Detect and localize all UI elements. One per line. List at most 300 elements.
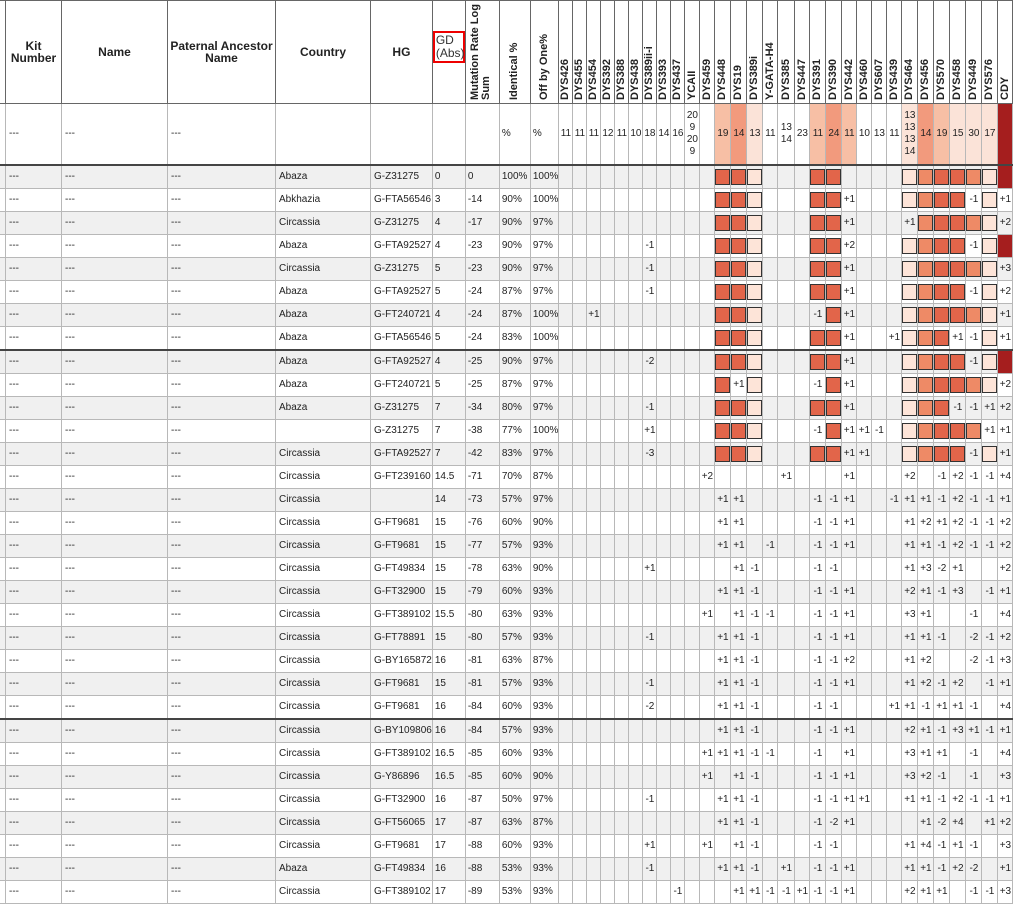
marker-diff-cell — [587, 235, 601, 258]
marker-diff-cell — [857, 881, 872, 904]
table-row[interactable] — [0, 673, 1013, 696]
marker-diff-cell — [629, 235, 643, 258]
table-row[interactable] — [0, 443, 1013, 466]
marker-diff-cell: +1 — [731, 835, 747, 858]
marker-diff-cell — [601, 350, 615, 374]
marker-diff-cell — [887, 558, 902, 581]
marker-diff-cell: +1 — [715, 743, 731, 766]
marker-diff-cell: -1 — [966, 489, 982, 512]
marker-diff-cell — [559, 489, 573, 512]
table-row[interactable] — [0, 812, 1013, 835]
mutation-cell: -73 — [465, 489, 499, 512]
marker-diff-cell — [671, 212, 685, 235]
country-cell: Circassia — [276, 812, 371, 835]
marker-diff-cell: +1 — [934, 743, 950, 766]
marker-header-dys391[interactable] — [810, 1, 826, 104]
country-cell: Abaza — [276, 858, 371, 881]
marker-header-dys442[interactable] — [842, 1, 857, 104]
name-cell: --- — [62, 696, 168, 720]
marker-diff-cell — [778, 512, 795, 535]
table-row[interactable] — [0, 165, 1013, 189]
marker-diff-cell — [872, 374, 887, 397]
marker-diff-cell — [629, 489, 643, 512]
identical-cell: 63% — [499, 604, 530, 627]
marker-diff-cell — [747, 165, 763, 189]
name-cell: --- — [62, 327, 168, 351]
marker-diff-cell: -1 — [747, 719, 763, 743]
marker-diff-cell — [700, 443, 715, 466]
marker-diff-cell: +1 — [902, 212, 918, 235]
marker-diff-cell: +2 — [918, 512, 934, 535]
hg-header[interactable]: HG — [371, 1, 433, 104]
marker-diff-cell: +1 — [715, 719, 731, 743]
identical-cell: 57% — [499, 673, 530, 696]
marker-diff-cell: +1 — [902, 858, 918, 881]
table-row[interactable] — [0, 789, 1013, 812]
heat-square — [902, 192, 917, 208]
hg-cell: G-FT78891 — [371, 627, 433, 650]
marker-header-dys455[interactable] — [573, 1, 587, 104]
mutation-cell: -87 — [465, 789, 499, 812]
hg-cell: G-Z31275 — [371, 258, 433, 281]
marker-diff-cell — [810, 258, 826, 281]
offbyone-cell: 93% — [530, 835, 559, 858]
marker-diff-cell: -1 — [887, 489, 902, 512]
marker-diff-cell — [715, 165, 731, 189]
name-header[interactable]: Name — [62, 1, 168, 104]
marker-diff-cell — [795, 581, 810, 604]
country-cell: Abaza — [276, 281, 371, 304]
marker-diff-cell — [601, 189, 615, 212]
marker-diff-cell — [731, 350, 747, 374]
marker-diff-cell — [601, 304, 615, 327]
gd-cell: 17 — [432, 835, 465, 858]
marker-header-dys390[interactable] — [826, 1, 842, 104]
marker-diff-cell — [998, 165, 1013, 189]
marker-header-cdy[interactable] — [998, 1, 1013, 104]
marker-diff-cell — [685, 189, 700, 212]
marker-diff-cell — [795, 397, 810, 420]
marker-header-dys393[interactable] — [657, 1, 671, 104]
marker-diff-cell — [857, 835, 872, 858]
table-row[interactable] — [0, 397, 1013, 420]
marker-diff-cell: -1 — [982, 673, 998, 696]
offbyone-cell: 87% — [530, 650, 559, 673]
marker-diff-cell: +1 — [715, 696, 731, 720]
marker-diff-cell — [763, 304, 778, 327]
mutation-cell: -25 — [465, 374, 499, 397]
marker-header-dys389ii-i[interactable] — [643, 1, 657, 104]
marker-diff-cell: +1 — [842, 489, 857, 512]
mutation-cell: -89 — [465, 881, 499, 904]
identical-cell: 60% — [499, 835, 530, 858]
table-row[interactable] — [0, 604, 1013, 627]
gd-cell: 0 — [432, 165, 465, 189]
marker-diff-cell — [872, 558, 887, 581]
table-row[interactable] — [0, 327, 1013, 351]
marker-diff-cell — [715, 558, 731, 581]
marker-diff-cell — [629, 743, 643, 766]
identical-cell: 63% — [499, 558, 530, 581]
modal-value: 11 — [559, 104, 573, 166]
marker-diff-cell — [857, 581, 872, 604]
marker-diff-cell — [629, 858, 643, 881]
table-row[interactable] — [0, 512, 1013, 535]
kit-cell: --- — [6, 165, 62, 189]
country-cell: Abaza — [276, 374, 371, 397]
marker-diff-cell — [587, 766, 601, 789]
marker-diff-cell — [778, 350, 795, 374]
marker-diff-cell — [643, 489, 657, 512]
name-cell: --- — [62, 858, 168, 881]
marker-header-dys388[interactable] — [615, 1, 629, 104]
marker-header-ycaii[interactable] — [685, 1, 700, 104]
marker-diff-cell — [700, 397, 715, 420]
marker-diff-cell — [629, 581, 643, 604]
marker-diff-cell — [966, 258, 982, 281]
modal-value: 11 — [842, 104, 857, 166]
marker-diff-cell — [657, 281, 671, 304]
identical-cell: 63% — [499, 650, 530, 673]
kit-cell: --- — [6, 673, 62, 696]
table-row[interactable] — [0, 627, 1013, 650]
marker-diff-cell — [747, 420, 763, 443]
marker-diff-cell: +2 — [918, 650, 934, 673]
marker-header-dys437[interactable] — [671, 1, 685, 104]
marker-diff-cell — [872, 812, 887, 835]
name-cell: --- — [62, 165, 168, 189]
marker-diff-cell — [559, 719, 573, 743]
marker-diff-cell — [573, 420, 587, 443]
marker-diff-cell — [887, 466, 902, 489]
table-row[interactable] — [0, 189, 1013, 212]
country-cell: Circassia — [276, 443, 371, 466]
marker-diff-cell — [902, 235, 918, 258]
table-row[interactable] — [0, 719, 1013, 743]
marker-diff-cell — [587, 350, 601, 374]
hg-cell: G-FTA92527 — [371, 443, 433, 466]
marker-diff-cell — [887, 281, 902, 304]
hg-cell: G-FTA92527 — [371, 281, 433, 304]
modal-value: 13 — [747, 104, 763, 166]
ancestor-cell: --- — [168, 304, 276, 327]
marker-diff-cell — [795, 673, 810, 696]
table-row[interactable] — [0, 650, 1013, 673]
marker-diff-cell — [587, 719, 601, 743]
identical-cell: 53% — [499, 858, 530, 881]
country-header[interactable]: Country — [276, 1, 371, 104]
table-row[interactable] — [0, 304, 1013, 327]
modal-mutation — [465, 104, 499, 166]
marker-diff-cell — [982, 165, 998, 189]
marker-diff-cell — [587, 443, 601, 466]
marker-diff-cell — [657, 743, 671, 766]
marker-diff-cell: +1 — [715, 581, 731, 604]
identical-header[interactable] — [499, 1, 530, 104]
mutation-cell: -78 — [465, 558, 499, 581]
marker-diff-cell — [629, 420, 643, 443]
gd-cell: 7 — [432, 420, 465, 443]
marker-diff-cell — [657, 696, 671, 720]
heat-square — [918, 307, 933, 323]
marker-diff-cell — [778, 281, 795, 304]
marker-diff-cell — [763, 489, 778, 512]
marker-diff-cell: +3 — [998, 650, 1013, 673]
marker-diff-cell: +1 — [731, 535, 747, 558]
identical-cell: 57% — [499, 489, 530, 512]
paternal-ancestor-header[interactable]: Paternal Ancestor Name — [168, 1, 276, 104]
marker-diff-cell — [700, 281, 715, 304]
hg-cell: G-FT389102 — [371, 743, 433, 766]
marker-header-dys19[interactable] — [731, 1, 747, 104]
marker-diff-cell — [615, 489, 629, 512]
marker-diff-cell — [671, 604, 685, 627]
marker-diff-cell — [778, 420, 795, 443]
marker-diff-cell: -1 — [810, 835, 826, 858]
hg-cell: G-FTA56546 — [371, 327, 433, 351]
table-row[interactable] — [0, 489, 1013, 512]
table-row[interactable] — [0, 835, 1013, 858]
marker-diff-cell: +1 — [857, 443, 872, 466]
marker-header-dys456[interactable] — [918, 1, 934, 104]
marker-diff-cell — [982, 235, 998, 258]
gd-cell: 16.5 — [432, 743, 465, 766]
modal-value: 23 — [795, 104, 810, 166]
kit-cell: --- — [6, 858, 62, 881]
marker-diff-cell: -1 — [810, 881, 826, 904]
marker-header-dys449[interactable] — [966, 1, 982, 104]
marker-header-dys392[interactable] — [601, 1, 615, 104]
marker-diff-cell — [902, 812, 918, 835]
marker-diff-cell — [918, 374, 934, 397]
marker-header-dys459[interactable] — [700, 1, 715, 104]
marker-diff-cell — [918, 327, 934, 351]
marker-diff-cell — [731, 304, 747, 327]
marker-diff-cell — [950, 443, 966, 466]
marker-diff-cell — [559, 581, 573, 604]
heat-square — [810, 238, 825, 254]
table-row[interactable] — [0, 881, 1013, 904]
marker-diff-cell — [629, 281, 643, 304]
marker-diff-cell: -1 — [934, 581, 950, 604]
heat-square — [810, 261, 825, 277]
table-row[interactable] — [0, 212, 1013, 235]
modal-value: 13 14 — [778, 104, 795, 166]
marker-diff-cell — [795, 535, 810, 558]
modal-value: 14 — [731, 104, 747, 166]
marker-diff-cell — [601, 835, 615, 858]
marker-diff-cell: +3 — [902, 766, 918, 789]
gd-cell: 16 — [432, 789, 465, 812]
table-row[interactable] — [0, 581, 1013, 604]
marker-diff-cell — [842, 165, 857, 189]
country-cell: Circassia — [276, 673, 371, 696]
marker-diff-cell — [615, 235, 629, 258]
heat-square — [982, 446, 997, 462]
marker-diff-cell — [685, 627, 700, 650]
marker-diff-cell: +1 — [715, 812, 731, 835]
marker-diff-cell — [778, 789, 795, 812]
marker-diff-cell — [795, 696, 810, 720]
marker-diff-cell — [795, 189, 810, 212]
identical-cell: 57% — [499, 719, 530, 743]
marker-diff-cell: -1 — [966, 189, 982, 212]
marker-diff-cell — [685, 420, 700, 443]
off-by-one-header[interactable] — [530, 1, 559, 104]
gd-abs-header[interactable] — [432, 1, 465, 104]
mutation-cell: -23 — [465, 235, 499, 258]
marker-label: DYS389ii-i — [643, 46, 656, 100]
marker-diff-cell — [747, 235, 763, 258]
marker-diff-cell — [826, 212, 842, 235]
table-row[interactable] — [0, 420, 1013, 443]
marker-header-dys439[interactable] — [887, 1, 902, 104]
marker-diff-cell: -1 — [763, 604, 778, 627]
table-row[interactable] — [0, 858, 1013, 881]
marker-diff-cell — [587, 673, 601, 696]
marker-diff-cell — [559, 304, 573, 327]
marker-header-dys458[interactable] — [950, 1, 966, 104]
marker-label: DYS442 — [842, 59, 855, 100]
ancestor-cell: --- — [168, 835, 276, 858]
marker-diff-cell — [918, 420, 934, 443]
marker-header-dys426[interactable] — [559, 1, 573, 104]
heat-square — [982, 330, 997, 346]
marker-header-dys460[interactable] — [857, 1, 872, 104]
heat-square — [934, 423, 949, 439]
table-row[interactable] — [0, 258, 1013, 281]
mutation-cell: -42 — [465, 443, 499, 466]
marker-diff-cell — [934, 258, 950, 281]
table-row[interactable] — [0, 558, 1013, 581]
table-row[interactable] — [0, 374, 1013, 397]
marker-header-dys438[interactable] — [629, 1, 643, 104]
marker-diff-cell — [918, 397, 934, 420]
kit-number-header[interactable]: Kit Number — [6, 1, 62, 104]
marker-diff-cell: +3 — [918, 558, 934, 581]
heat-square — [731, 354, 746, 370]
table-row[interactable] — [0, 766, 1013, 789]
marker-label: YCAII — [685, 70, 698, 100]
country-cell: Circassia — [276, 650, 371, 673]
heat-square — [902, 423, 917, 439]
marker-diff-cell: +2 — [918, 673, 934, 696]
kit-cell: --- — [6, 327, 62, 351]
marker-header-dys607[interactable] — [872, 1, 887, 104]
gd-cell: 4 — [432, 212, 465, 235]
table-row[interactable] — [0, 696, 1013, 720]
marker-diff-cell: +1 — [902, 512, 918, 535]
heat-square — [747, 330, 762, 346]
table-row[interactable] — [0, 281, 1013, 304]
marker-header-dys464[interactable] — [902, 1, 918, 104]
gd-cell: 15 — [432, 673, 465, 696]
marker-diff-cell — [778, 235, 795, 258]
table-row[interactable] — [0, 466, 1013, 489]
marker-diff-cell — [778, 258, 795, 281]
mutation-rate-header[interactable] — [465, 1, 499, 104]
marker-header-dys448[interactable] — [715, 1, 731, 104]
marker-diff-cell — [629, 212, 643, 235]
marker-diff-cell — [778, 165, 795, 189]
marker-diff-cell — [559, 165, 573, 189]
heat-square — [902, 284, 917, 300]
mutation-cell: -79 — [465, 581, 499, 604]
marker-diff-cell — [700, 650, 715, 673]
table-row[interactable] — [0, 235, 1013, 258]
marker-header-dys389i[interactable] — [747, 1, 763, 104]
marker-diff-cell — [601, 374, 615, 397]
marker-diff-cell: +1 — [966, 719, 982, 743]
marker-diff-cell: +2 — [902, 581, 918, 604]
marker-diff-cell — [601, 789, 615, 812]
marker-diff-cell — [747, 443, 763, 466]
name-cell: --- — [62, 650, 168, 673]
table-row[interactable] — [0, 743, 1013, 766]
marker-diff-cell — [601, 489, 615, 512]
heat-square — [810, 330, 825, 346]
ancestor-cell: --- — [168, 673, 276, 696]
marker-diff-cell — [950, 766, 966, 789]
mutation-cell: -88 — [465, 835, 499, 858]
marker-header-y-gata-h4[interactable] — [763, 1, 778, 104]
marker-header-dys385[interactable] — [778, 1, 795, 104]
heat-square — [982, 284, 997, 300]
marker-diff-cell — [685, 281, 700, 304]
marker-diff-cell: +1 — [998, 581, 1013, 604]
marker-diff-cell: +1 — [842, 327, 857, 351]
marker-diff-cell — [715, 350, 731, 374]
marker-diff-cell — [629, 719, 643, 743]
hg-cell: G-Z31275 — [371, 420, 433, 443]
marker-diff-cell: +1 — [918, 627, 934, 650]
marker-diff-cell — [795, 443, 810, 466]
marker-diff-cell — [587, 212, 601, 235]
marker-header-dys576[interactable] — [982, 1, 998, 104]
marker-diff-cell — [872, 235, 887, 258]
marker-diff-cell: +1 — [998, 189, 1013, 212]
table-row[interactable] — [0, 350, 1013, 374]
table-row[interactable] — [0, 535, 1013, 558]
kit-cell: --- — [6, 812, 62, 835]
marker-header-dys570[interactable] — [934, 1, 950, 104]
marker-diff-cell — [559, 835, 573, 858]
marker-diff-cell — [601, 258, 615, 281]
heat-square — [826, 377, 841, 393]
marker-diff-cell — [657, 650, 671, 673]
marker-diff-cell — [671, 281, 685, 304]
marker-diff-cell — [685, 789, 700, 812]
marker-diff-cell — [671, 858, 685, 881]
gd-cell: 4 — [432, 304, 465, 327]
marker-diff-cell — [573, 374, 587, 397]
marker-diff-cell — [700, 581, 715, 604]
marker-diff-cell — [763, 650, 778, 673]
marker-diff-cell — [934, 189, 950, 212]
marker-diff-cell — [573, 304, 587, 327]
marker-diff-cell — [763, 581, 778, 604]
marker-header-dys447[interactable] — [795, 1, 810, 104]
marker-diff-cell: +1 — [982, 420, 998, 443]
marker-diff-cell — [700, 719, 715, 743]
marker-diff-cell — [671, 535, 685, 558]
marker-diff-cell: -1 — [982, 789, 998, 812]
marker-diff-cell — [715, 304, 731, 327]
marker-diff-cell: -1 — [747, 558, 763, 581]
identical-cell: 90% — [499, 350, 530, 374]
marker-header-dys454[interactable] — [587, 1, 601, 104]
marker-diff-cell — [872, 835, 887, 858]
